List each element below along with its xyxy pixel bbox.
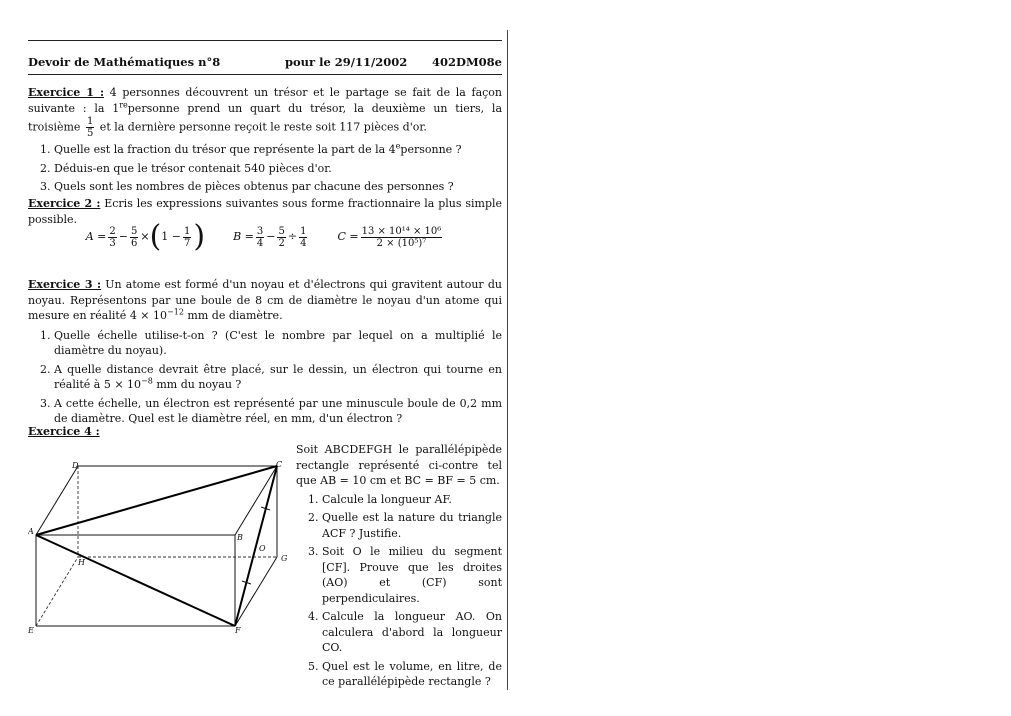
frac-den: 4 — [256, 237, 264, 249]
frac-num: 2 — [109, 225, 116, 237]
frac-den: 2 — [278, 237, 285, 249]
left-paren: ( — [149, 219, 162, 254]
frac — [299, 226, 307, 249]
operator: − — [266, 230, 276, 244]
exercise-3-title: Exercice 3 : — [28, 278, 102, 291]
exercise-2-expressions — [28, 219, 502, 254]
exercise-1-text-a: 4 personnes découvrent un trésor et le partage se fait de la façon suivante : la 1 — [28, 86, 502, 115]
point-label-O: O — [259, 544, 266, 553]
frac-num: 5 — [278, 225, 285, 237]
frac-num: 1 — [86, 116, 94, 127]
page-divider — [507, 30, 508, 690]
operator: × — [140, 230, 150, 244]
segment-AF — [36, 535, 235, 626]
exercise-4-text — [296, 442, 502, 693]
exercise-4-intro: Soit ABCDEFGH le parallélépipède rectangle représenté ci-contre tel que AB = 10 cm et BC = BF = 5 cm. — [296, 443, 502, 487]
fraction-one-fifth — [86, 116, 94, 139]
exercise-3-exp: −12 — [167, 307, 184, 317]
exercise-1-text-b: personne prend un quart du trésor, la deuxième un tiers, la troisième — [28, 101, 503, 134]
q1-text-b: personne ? — [400, 143, 462, 156]
frac-den: 3 — [109, 237, 116, 249]
vertex-label-C: C — [276, 460, 283, 469]
vertex-label-B: B — [237, 533, 243, 542]
exercise-1-questions — [28, 142, 502, 195]
operator: − — [118, 230, 128, 244]
frac — [130, 226, 138, 249]
exercise-3-q2 — [54, 362, 502, 393]
expression-B — [233, 226, 309, 249]
frac — [277, 226, 285, 249]
expression-C — [337, 226, 444, 249]
exercise-3-text-a: Un atome est formé d'un noyau et d'électrons qui gravitent autour du noyau. Représentons par une boule de 8 cm de diamètre le noyau d'un atome qui mesure en réalité 4 × 10 — [28, 278, 502, 322]
frac — [256, 226, 264, 249]
header — [28, 55, 502, 71]
exercise-3-q3: 3. A cette échelle, un électron est représenté par une minuscule boule de 0,2 mm de diamètre. Quel est le diamètre réel, en mm, d'un électron ? — [54, 396, 502, 427]
exercise-4-q1: 1. Calcule la longueur AF. — [322, 492, 502, 508]
header-rule-top — [28, 40, 502, 41]
exercise-4-q2: 2. Quelle est la nature du triangle ACF ? Justifie. — [322, 510, 502, 541]
segment-CF — [235, 466, 277, 626]
frac-den: 6 — [130, 237, 138, 249]
frac-den: 7 — [184, 237, 191, 249]
expression-A — [85, 219, 206, 254]
frac-num: 3 — [256, 225, 264, 237]
exercise-1-q2: 2. Déduis-en que le trésor contenait 540 pièces d'or. — [54, 161, 502, 177]
frac — [183, 226, 191, 249]
exercise-3-text-b: mm de diamètre. — [183, 309, 283, 322]
q1-sup: e — [395, 141, 401, 151]
exercise-1 — [28, 85, 502, 198]
exercise-2-title: Exercice 2 : — [28, 197, 101, 210]
expr-B-lhs: B = — [233, 230, 254, 244]
edge-FG — [235, 557, 277, 626]
header-title: Devoir de Mathématiques n°8 — [28, 55, 221, 69]
exercise-3-intro — [28, 277, 502, 324]
exercise-3-questions — [28, 328, 502, 427]
q2-text-a: A quelle distance devrait être placé, sur le dessin, un électron qui tourne en réalité à 5 × 10 — [54, 362, 502, 391]
exercise-1-sup: re — [119, 99, 128, 109]
q2-text-b: mm du noyau ? — [152, 378, 242, 391]
expr-A-lhs: A = — [85, 230, 107, 244]
exercise-3-q1: 1. Quelle échelle utilise-t-on ? (C'est le nombre par lequel on a multiplié le diamètre du noyau). — [54, 328, 502, 359]
exercise-4-q4: 4. Calcule la longueur AO. On calculera d'abord la longueur CO. — [322, 609, 502, 656]
exercise-1-intro — [28, 85, 502, 139]
frac — [361, 226, 443, 249]
frac-den: 4 — [300, 237, 307, 249]
frac-den: 5 — [86, 128, 94, 139]
expr-A-inner: 1 − — [161, 230, 181, 244]
header-rule-bottom — [28, 74, 502, 75]
expr-C-lhs: C = — [337, 230, 359, 244]
frac-num: 5 — [130, 225, 138, 237]
vertex-label-G: G — [281, 554, 288, 563]
frac-den: 2 × (10⁵)⁷ — [376, 237, 427, 249]
vertex-label-H: H — [78, 558, 85, 567]
vertex-label-D: D — [72, 461, 79, 470]
operator: ÷ — [287, 230, 298, 244]
exercise-1-title: Exercice 1 : — [28, 86, 105, 99]
frac-num: 1 — [300, 225, 307, 237]
header-code: 402DM08e — [431, 55, 502, 69]
exercise-2-text: Ecris les expressions suivantes sous forme fractionnaire la plus simple possible. — [28, 197, 503, 226]
vertex-label-F: F — [235, 626, 241, 635]
exercise-4-title: Exercice 4 : — [28, 425, 100, 438]
exercise-4 — [28, 424, 502, 440]
exercise-1-text-c: et la dernière personne reçoit le reste soit 117 pièces d'or. — [96, 120, 427, 134]
exercise-3 — [28, 277, 502, 430]
header-date: pour le 29/11/2002 — [284, 55, 408, 69]
document-page — [28, 0, 502, 716]
vertex-label-A: A — [28, 527, 34, 536]
q2-exp: −8 — [141, 376, 153, 386]
frac-num: 13 × 10¹⁴ × 10⁶ — [361, 225, 442, 237]
vertex-label-E: E — [28, 626, 34, 635]
right-paren: ) — [193, 219, 206, 254]
frac — [108, 226, 116, 249]
frac-num: 1 — [184, 225, 191, 237]
parallelepiped-figure — [28, 455, 296, 640]
exercise-4-questions — [296, 492, 502, 690]
q1-text-a: Quelle est la fraction du trésor que représente la part de la 4 — [54, 143, 396, 156]
exercise-1-q3: 3. Quels sont les nombres de pièces obtenus par chacune des personnes ? — [54, 179, 502, 195]
exercise-4-q3: 3. Soit O le milieu du segment [CF]. Prouve que les droites (AO) et (CF) sont perpendiculaires. — [322, 544, 502, 606]
hidden-edge-EH — [36, 557, 78, 626]
exercise-4-q5: 5. Quel est le volume, en litre, de ce parallélépipède rectangle ? — [322, 659, 502, 690]
exercise-1-q1 — [54, 142, 502, 158]
